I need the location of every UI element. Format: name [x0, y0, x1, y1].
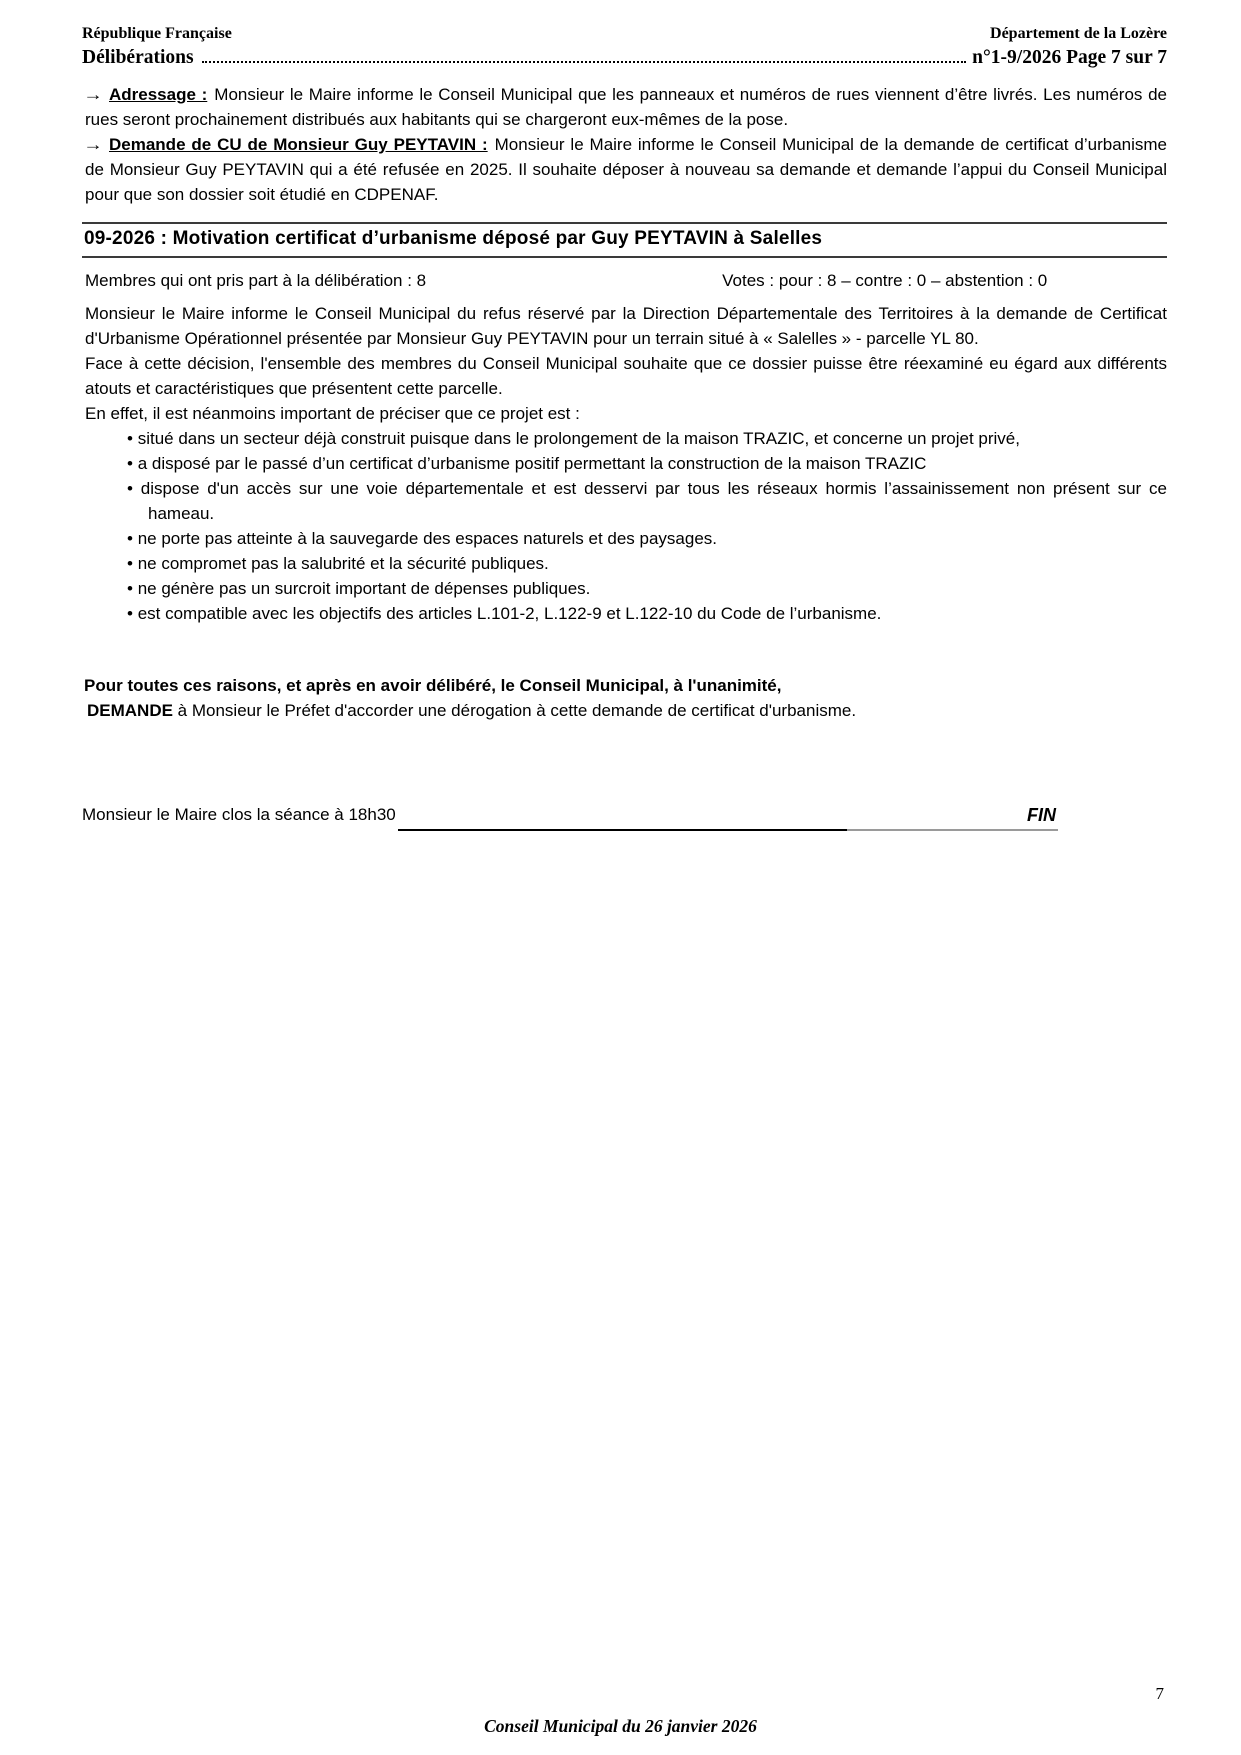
- page-number: 7: [1155, 1684, 1164, 1703]
- bullet-item: • dispose d'un accès sur une voie départementale et est desservi par tous les réseaux hormis l’assainissement non présent sur ce hameau.: [82, 476, 1167, 526]
- lead-label: Demande de CU de Monsieur Guy PEYTAVIN :: [109, 135, 488, 154]
- paragraph-text: Monsieur le Maire informe le Conseil Municipal de la demande de certificat d’urbanisme de Monsieur Guy PEYTAVIN qui a été refusée en 2025. Il souhaite déposer à nouveau sa demande et demande l’appui du Conseil Municipal pour que son dossier soit étudié en CDPENAF.: [85, 135, 1167, 204]
- arrow-icon: →: [83, 135, 103, 154]
- bullet-list-wrap: [82, 426, 1167, 626]
- page-header: [82, 24, 1167, 44]
- header-left: République Française: [82, 25, 232, 42]
- members-count: Membres qui ont pris part à la délibération : 8: [85, 271, 427, 290]
- bullet-item: • situé dans un secteur déjà construit puisque dans le prolongement de la maison TRAZIC, et concerne un projet privé,: [82, 426, 1167, 451]
- bullet-list: [82, 426, 1167, 626]
- closing-text: Monsieur le Maire clos la séance à 18h30: [82, 805, 396, 824]
- body-paragraph: Face à cette décision, l'ensemble des membres du Conseil Municipal souhaite que ce dossier puisse être réexaminé eu égard aux différents atouts et caractéristiques que présentent cette parcelle.: [85, 354, 1167, 398]
- lead-label: Adressage :: [109, 85, 208, 104]
- vote-summary-row: [82, 268, 1167, 293]
- body-paragraph: En effet, il est néanmoins important de préciser que ce projet est :: [85, 404, 580, 423]
- signature-line: [398, 802, 847, 831]
- doc-label: Délibérations: [82, 47, 194, 68]
- intro-section: [82, 82, 1167, 207]
- dotted-leader: [202, 61, 967, 63]
- header-right: Département de la Lozère: [990, 25, 1167, 42]
- doc-reference: n°1-9/2026 Page 7 sur 7: [972, 47, 1167, 68]
- bullet-item: • est compatible avec les objectifs des articles L.101-2, L.122-9 et L.122-10 du Code de l’urbanisme.: [82, 601, 1167, 626]
- intro-paragraph: [82, 132, 1167, 207]
- bullet-item: • ne compromet pas la salubrité et la sécurité publiques.: [82, 551, 1167, 576]
- footer-session-date: Conseil Municipal du 26 janvier 2026: [484, 1716, 757, 1736]
- bullet-item: • a disposé par le passé d’un certificat d’urbanisme positif permettant la construction de la maison TRAZIC: [82, 451, 1167, 476]
- closing-row: [82, 802, 1058, 834]
- fin-underline: [847, 802, 1058, 831]
- paragraph-lead: [85, 85, 207, 104]
- paragraph-text: Monsieur le Maire informe le Conseil Municipal que les panneaux et numéros de rues viennent d’être livrés. Les numéros de rues seront prochainement distribués aux habitants qui se chargeront eux-mêmes de la pose.: [85, 85, 1167, 129]
- decision-line: [82, 698, 1167, 723]
- page-content: [82, 24, 1167, 834]
- decision-word: DEMANDE: [87, 701, 173, 720]
- bullet-item: • ne génère pas un surcroit important de dépenses publiques.: [82, 576, 1167, 601]
- decision-text: à Monsieur le Préfet d'accorder une dérogation à cette demande de certificat d'urbanisme.: [172, 701, 857, 720]
- deliberation-body: [82, 301, 1167, 426]
- bullet-item: • ne porte pas atteinte à la sauvegarde des espaces naturels et des paysages.: [82, 526, 1167, 551]
- conclusion-line: Pour toutes ces raisons, et après en avoir délibéré, le Conseil Municipal, à l'unanimité,: [84, 676, 782, 695]
- paragraph-lead: [85, 135, 488, 154]
- deliberation-title: 09-2026 : Motivation certificat d’urbanisme déposé par Guy PEYTAVIN à Salelles: [82, 222, 1167, 258]
- votes-result: Votes : pour : 8 – contre : 0 – abstention : 0: [722, 271, 1048, 290]
- header-doc-line: [82, 45, 1167, 70]
- intro-paragraph: [82, 82, 1167, 132]
- fin-label: FIN: [1027, 805, 1056, 825]
- arrow-icon: →: [83, 85, 103, 104]
- body-paragraph: Monsieur le Maire informe le Conseil Municipal du refus réservé par la Direction Départementale des Territoires à la demande de Certificat d'Urbanisme Opérationnel présentée par Monsieur Guy PEYTAVIN pour un terrain situé à « Salelles » - parcelle YL 80.: [85, 304, 1167, 348]
